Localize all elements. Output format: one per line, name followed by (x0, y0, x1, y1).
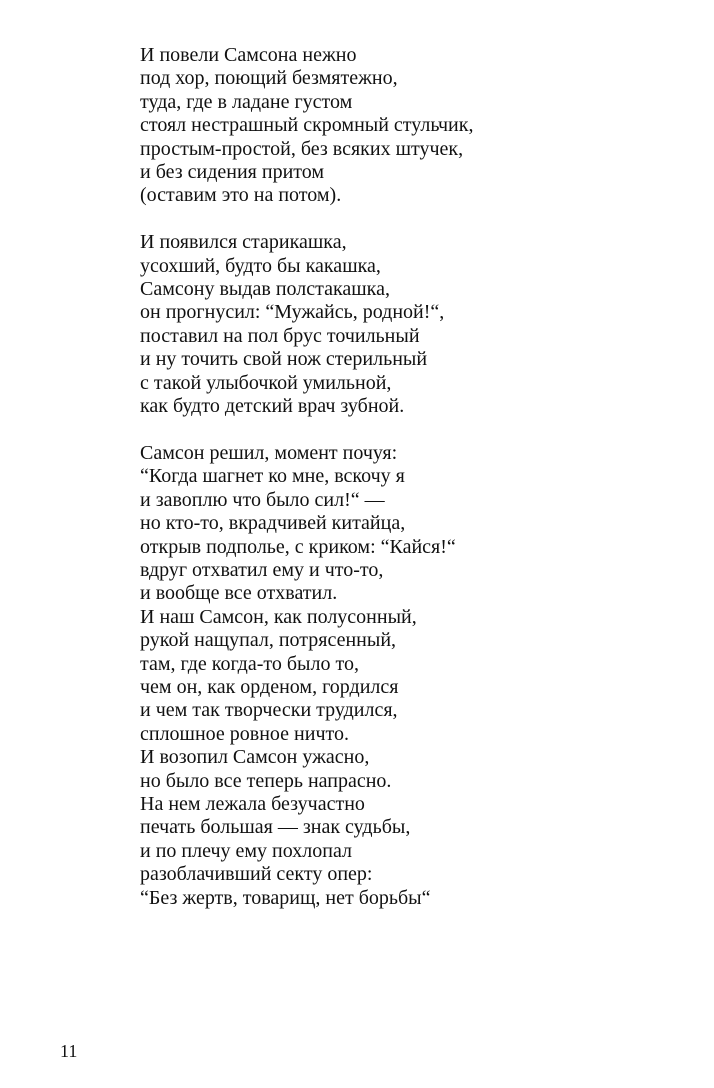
poem-line: как будто детский врач зубной. (140, 395, 405, 418)
poem-line: сплошное ровное ничто. (140, 722, 349, 745)
poem-line: но кто-то, вкрадчивей китайца, (140, 512, 406, 535)
poem-line: поставил на пол брус точильный (140, 324, 420, 347)
poem-line: открыв подполье, с криком: “Кайся!“ (140, 535, 456, 558)
poem-line: И повели Самсона нежно (140, 44, 357, 66)
poem-line: и завоплю что было сил!“ — (140, 488, 385, 511)
poem-line: вдруг отхватил ему и что-то, (140, 558, 384, 581)
poem-line: стоял нестрашный скромный стульчик, (140, 114, 474, 137)
poem-line: И возопил Самсон ужасно, (140, 746, 370, 769)
poem-line: там, где когда-то было то, (140, 652, 359, 675)
poem-line: усохший, будто бы какашка, (140, 254, 381, 277)
poem-line: но было все теперь напрасно. (140, 769, 392, 792)
poem-text (140, 44, 680, 933)
poem-line: и без сидения притом (140, 161, 325, 184)
stanza-1 (140, 44, 680, 208)
poem-line: и ну точить свой нож стерильный (140, 348, 428, 371)
poem-line: “Когда шагнет ко мне, вскочу я (140, 465, 405, 488)
page-number: 11 (60, 1041, 78, 1061)
poem-line: разоблачивший секту опер: (140, 863, 373, 886)
poem-line: Самсон решил, момент почуя: (140, 441, 398, 464)
poem-line: с такой улыбочкой умильной, (140, 371, 392, 394)
poem-line: и чем так творчески трудился, (140, 699, 398, 722)
poem-line: рукой нащупал, потрясенный, (140, 629, 397, 652)
poem-line: (оставим это на потом). (140, 184, 342, 207)
poem-line: под хор, поющий безмятежно, (140, 67, 398, 90)
poem-line: он прогнусил: “Мужайсь, родной!“, (140, 301, 445, 324)
stanza-2 (140, 231, 680, 418)
poem-line: печать большая — знак судьбы, (140, 816, 411, 839)
poem-line: и по плечу ему похлопал (140, 839, 352, 862)
poem-line: туда, где в ладане густом (140, 90, 353, 113)
poem-line: чем он, как орденом, гордился (140, 675, 399, 698)
poem-line: “Без жертв, товарищ, нет борьбы“ (140, 886, 431, 909)
poem-line: простым-простой, без всяких штучек, (140, 137, 464, 160)
poem-line: И наш Самсон, как полусонный, (140, 605, 417, 628)
poem-line: И появился старикашка, (140, 231, 347, 254)
poem-line: На нем лежала безучастно (140, 792, 365, 815)
poem-line: Самсону выдав полстакашка, (140, 278, 390, 301)
poem-line: и вообще все отхватил. (140, 582, 338, 605)
stanza-3 (140, 442, 680, 910)
